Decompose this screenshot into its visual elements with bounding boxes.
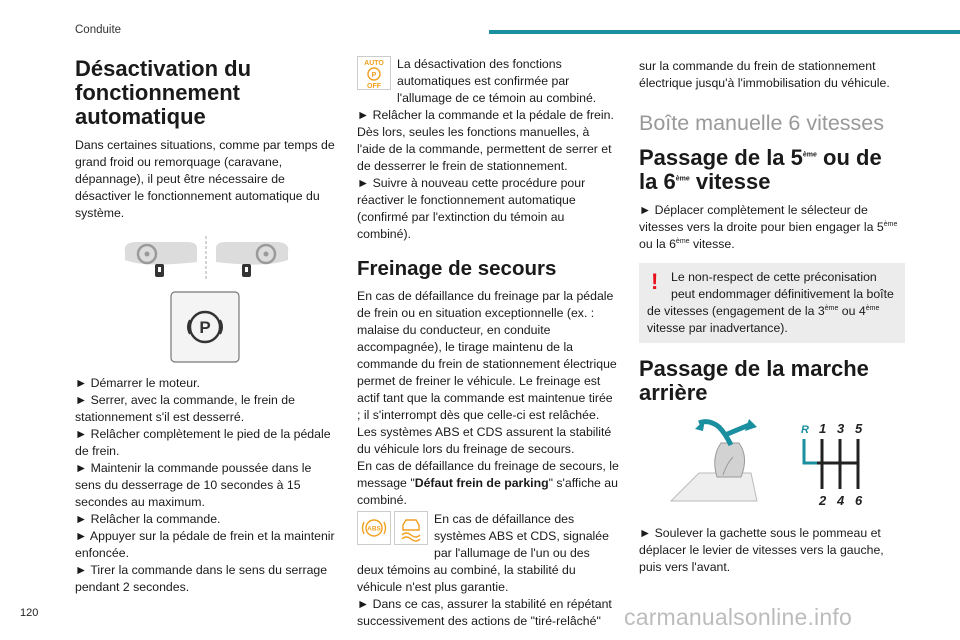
step-5: ► Relâcher la commande. — [75, 512, 221, 526]
svg-text:P: P — [199, 318, 211, 337]
deactivation-confirm-text: La désactivation des fonctions automatiques est confirmée par l'allumage de ce témoin au combiné. — [397, 57, 597, 105]
step-release: ► Relâcher la commande et la pédale de frein. — [357, 108, 614, 122]
step-4: ► Maintenir la commande poussée dans le sens du desserrage de 10 secondes à 15 secondes au maximum. — [75, 461, 312, 509]
exclamation-icon: ! — [651, 269, 659, 294]
svg-text:5: 5 — [855, 421, 863, 436]
continued-text: sur la commande du frein de stationnement électrique jusqu'à l'immobilisation du véhicule. — [639, 59, 890, 90]
step-stability: ► Dans ce cas, assurer la stabilité en répétant successivement des actions de "tiré-relâché" — [357, 597, 612, 628]
heading-emergency-braking: Freinage de secours — [357, 257, 557, 280]
abs-cds-icons — [357, 511, 428, 545]
step-3: ► Relâcher complètement le pied de la pédale de frein. — [75, 427, 331, 458]
header-accent-bar — [489, 30, 960, 34]
emergency-para-1: En cas de défaillance du freinage par la pédale de frein ou en situation exceptionnelle (ex. : malaise du conducteur, en conduite accompagnée), le tirage maintenu de la commande du frein de stationnement électrique permet de freiner le véhicule. Le freinage est actif tant que la commande est maintenue tirée ; il s'interrompt dès que celle-ci est relâchée. — [357, 289, 617, 422]
warning-text-line2: de vitesses (engagement de la 3ème ou 4ème vitesse par inadvertance). — [647, 304, 880, 335]
parking-brake-switch-illustration — [75, 290, 337, 370]
cds-warning-icon — [394, 511, 428, 545]
watermark: carmanualsonline.info — [624, 604, 852, 630]
svg-text:R: R — [801, 424, 809, 436]
page-header — [0, 0, 960, 45]
heading-reverse: Passage de la marche arrière — [639, 356, 869, 405]
gearshift-illustration — [639, 417, 905, 509]
step-2: ► Serrer, avec la commande, le frein de stationnement s'il est desserré. — [75, 393, 295, 424]
abs-warning-icon — [357, 511, 391, 545]
step-shift-right: ► Déplacer complètement le sélecteur de vitesses vers la droite pour bien engager la 5ème ou la 6ème vitesse. — [639, 203, 898, 251]
emergency-para-3: En cas de défaillance du freinage de secours, le message "Défaut frein de parking" s'affiche au combiné. — [357, 459, 619, 507]
column-3 — [639, 58, 905, 576]
heading-5th-6th: Passage de la 5ème ou de la 6ème vitesse — [639, 145, 882, 194]
step-1: ► Démarrer le moteur. — [75, 376, 200, 390]
abs-failure-text: En cas de défaillance des systèmes ABS et CDS, signalée par l'allumage de l'un ou des deux témoins au combiné, la stabilité du véhicule n'est plus garantie. — [357, 512, 609, 594]
steering-illustration — [75, 234, 337, 282]
svg-text:ABS: ABS — [367, 525, 381, 533]
warning-text-line1: Le non-respect de cette préconisation peut endommager définitivement la boîte — [671, 270, 894, 301]
step-reverse: ► Soulever la gachette sous le pommeau et déplacer le levier de vitesses vers la gauche, puis vers l'avant. — [639, 526, 884, 574]
section-label: Conduite — [75, 24, 122, 36]
column-2 — [357, 56, 619, 630]
steering-wheel-icon — [75, 234, 337, 282]
gear-pattern-icon — [797, 417, 877, 509]
step-reactivate: ► Suivre à nouveau cette procédure pour réactiver le fonctionnement automatique (confirmé par l'extinction du témoin au combiné). — [357, 176, 586, 241]
svg-text:2: 2 — [819, 493, 827, 508]
svg-text:1: 1 — [819, 421, 827, 436]
intro-text: Dans certaines situations, comme par temps de grand froid ou remorquage (caravane, dépannage), il peut être nécessaire de désactiver le fonctionnement automatique du système. — [75, 138, 335, 220]
manual-functions-text: Dès lors, seules les fonctions manuelles, à l'aide de la commande, permettent de serrer et de desserrer le frein de stationnement. — [357, 125, 612, 173]
svg-text:3: 3 — [837, 421, 845, 436]
emergency-para-2: Les systèmes ABS et CDS assurent la stabilité du véhicule lors du freinage de secours. — [357, 425, 612, 456]
parking-brake-icon — [75, 290, 337, 370]
warning-box — [639, 263, 905, 343]
step-6: ► Appuyer sur la pédale de frein et la maintenir enfoncée. — [75, 529, 335, 560]
svg-text:OFF: OFF — [367, 83, 381, 90]
page-number: 120 — [20, 607, 39, 619]
steps-list — [75, 375, 337, 596]
heading-deactivation: Désactivation du fonctionnement automatique — [75, 56, 252, 129]
auto-off-warning-icon — [357, 56, 391, 90]
svg-text:AUTO: AUTO — [364, 60, 384, 67]
svg-text:P: P — [371, 72, 377, 79]
gearbox-title: Boîte manuelle 6 vitesses — [639, 111, 884, 135]
svg-text:6: 6 — [855, 493, 863, 508]
column-1 — [75, 50, 337, 596]
svg-text:4: 4 — [837, 493, 845, 508]
step-7: ► Tirer la commande dans le sens du serrage pendant 2 secondes. — [75, 563, 328, 594]
